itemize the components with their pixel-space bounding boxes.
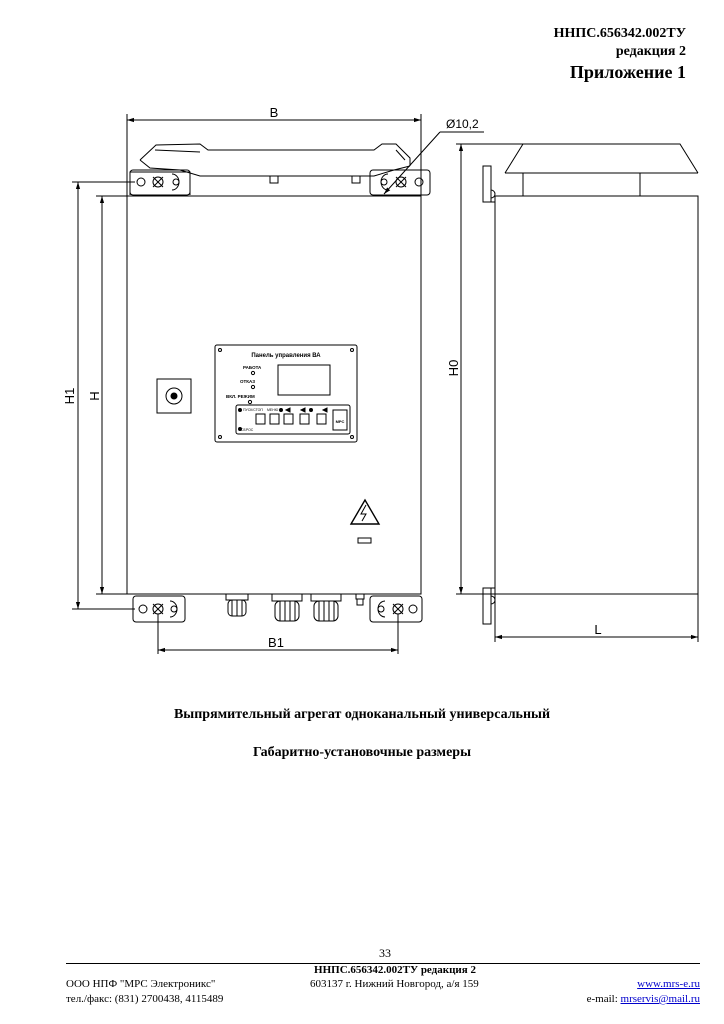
- cable-gland-2: [272, 594, 302, 621]
- footer-company: ООО НПФ "МРС Электроникс": [66, 978, 216, 990]
- bottom-right-bracket: [370, 596, 422, 622]
- top-left-bracket: [130, 170, 190, 195]
- revision: редакция 2: [615, 44, 686, 59]
- dim-b1: B1: [268, 635, 284, 650]
- caption-title: Выпрямительный агрегат одноканальный универсальный: [173, 707, 551, 722]
- footer-phone: тел./факс: (831) 2700438, 4115489: [66, 993, 224, 1005]
- website-link[interactable]: www.mrs-e.ru: [637, 978, 700, 990]
- led-fault-label: ОТКАЗ: [240, 379, 256, 384]
- email-link[interactable]: mrservis@mail.ru: [620, 993, 700, 1005]
- btn-start-label: ПУСК/СТОП: [243, 408, 263, 412]
- warning-sign: [351, 500, 379, 543]
- page-number: 33: [379, 946, 391, 960]
- main-switch: [157, 379, 191, 413]
- caption-subtitle: Габаритно-установочные размеры: [252, 745, 472, 760]
- footer-address: 603137 г. Нижний Новгород, а/я 159: [310, 978, 479, 990]
- doc-code: ННПС.656342.002ТУ: [553, 26, 686, 41]
- dim-l: L: [594, 622, 602, 637]
- dim-h0: H0: [446, 359, 461, 377]
- dim-h: H: [87, 391, 102, 401]
- cable-gland-1: [226, 594, 248, 616]
- btn-reset-label: СБРОС: [241, 428, 254, 432]
- appendix-title: Приложение 1: [569, 62, 686, 82]
- led-mode-label: ВКЛ. РЕЖИМ: [226, 394, 255, 399]
- dim-h1: H1: [62, 387, 77, 405]
- hole-diameter: Ø10,2: [446, 117, 479, 131]
- panel-logo: МРС: [335, 419, 345, 424]
- control-panel: [215, 345, 357, 442]
- btn-menu-label: МЕНЮ: [267, 408, 279, 412]
- ground-stud: [356, 594, 364, 605]
- footer-doc-ref: ННПС.656342.002ТУ редакция 2: [314, 964, 476, 976]
- side-view: [483, 144, 698, 624]
- footer-website-wrap: [637, 978, 700, 990]
- panel-display: [278, 365, 330, 395]
- led-work-label: РАБОТА: [243, 365, 262, 370]
- dim-b: B: [269, 105, 279, 120]
- footer-email-wrap: [587, 993, 700, 1005]
- email-label: e-mail:: [586, 993, 618, 1005]
- cable-gland-3: [311, 594, 341, 621]
- panel-title: Панель управления ВА: [251, 353, 321, 359]
- bottom-left-bracket: [133, 596, 185, 622]
